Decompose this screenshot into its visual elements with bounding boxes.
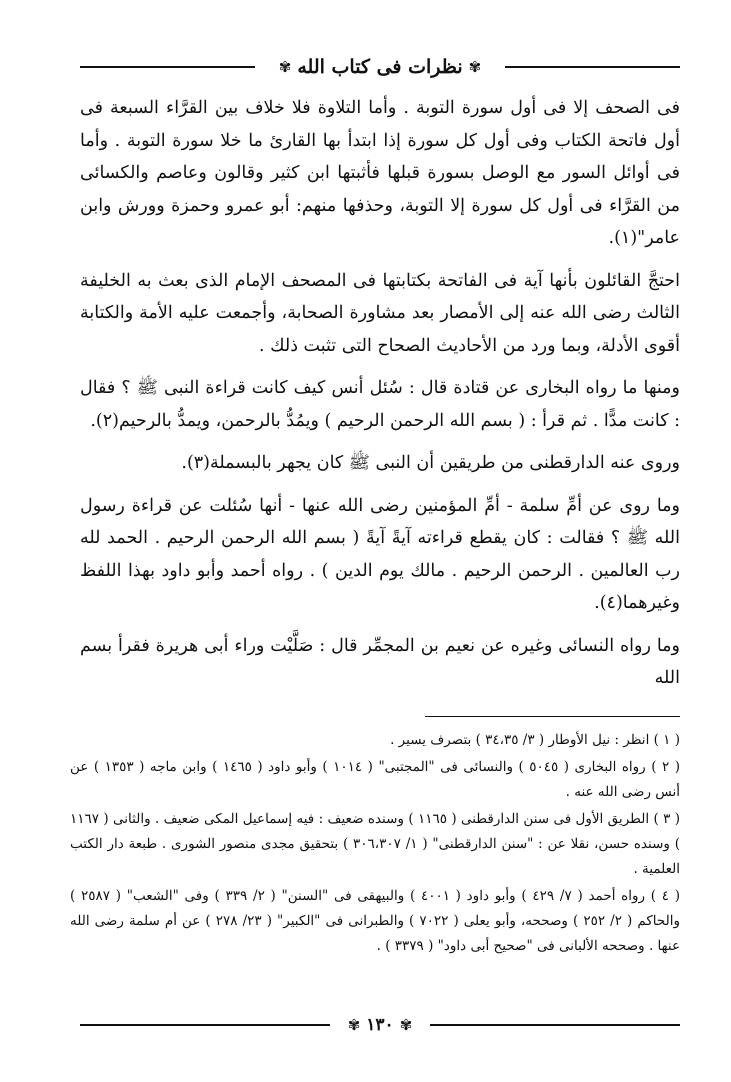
running-header (80, 52, 680, 82)
footnotes (70, 728, 680, 961)
page-number-group (330, 1010, 430, 1040)
header-rule-right (505, 66, 680, 68)
paragraph: وروى عنه الدارقطنى من طريقين أن النبى ﷺ كان يجهر بالبسملة(٣). (181, 453, 680, 473)
paragraph: ومنها ما رواه البخارى عن قتادة قال : سُئل أنس كيف كانت قراءة النبى ﷺ ؟ فقال : كانت مدًّا . ثم قرأ : ( بسم الله الرحمن الرحيم ) ويمُدُّ بالرحمن، ويمدُّ بالرحيم(٢). (80, 378, 680, 431)
footer-rule-right (430, 1024, 680, 1026)
footer-rule-left (80, 1024, 330, 1026)
footnote: ( ٢ ) رواه البخارى ( ٥٠٤٥ ) والنسائى فى "المجتبى" ( ١٠١٤ ) وأبو داود ( ١٤٦٥ ) وابن ماجه ( ١٣٥٣ ) عن أنس رضى الله عنه . (70, 759, 680, 800)
paragraph: وما رواه النسائى وغيره عن نعيم بن المجمِّر قال : صَلَّيْت وراء أبى هريرة فقرأ بسم الله (80, 635, 680, 688)
page-number: ١٣٠ (366, 1015, 394, 1035)
book-title: نظرات فى كتاب الله (297, 56, 463, 78)
header-title-group (255, 52, 505, 82)
footnote: ( ١ ) انظر : نيل الأوطار ( ٣/ ٣٤،٣٥ ) بتصرف يسير . (390, 732, 680, 748)
footnote-separator (425, 716, 680, 717)
header-rule-left (80, 66, 255, 68)
paragraph: وما روى عن أمِّ سلمة - أمِّ المؤمنين رضى الله عنها - أنها سُئلت عن قراءة رسول الله ﷺ ؟ فقالت : كان يقطع قراءته آيةً آيةً ( بسم الله الرحمن الرحيم . الحمد لله رب العالمين . الرحمن الرحيم . مالك يوم الدين ) . رواه أحمد وأبو داود بهذا اللفظ وغيرهما(٤). (80, 495, 680, 613)
flower-ornament-icon: ✾ (278, 57, 292, 76)
footnote: ( ٣ ) الطريق الأول فى سنن الدارقطنى ( ١١٦٥ ) وسنده ضعيف : فيه إسماعيل المكى ضعيف . والثانى ( ١١٦٧ ) وسنده حسن، نقلا عن : "سنن الدارقطنى" ( ١/ ٣٠٦،٣٠٧ ) بتحقيق مجدى منصور الشورى . طبعة دار الكتب العلمية . (70, 811, 681, 877)
page-footer (80, 1010, 680, 1040)
main-text (80, 92, 680, 705)
flower-ornament-icon: ✾ (399, 1015, 413, 1034)
flower-ornament-icon: ✾ (347, 1015, 361, 1034)
flower-ornament-icon: ✾ (468, 57, 482, 76)
paragraph: احتجَّ القائلون بأنها آية فى الفاتحة بكتابتها فى المصحف الإمام الذى بعث به الخليفة الثالث رضى الله عنه إلى الأمصار بعد مشاورة الصحابة، وأجمعت عليه الأمة والكتابة أقوى الأدلة، وبما ورد من الأحاديث الصحاح التى تثبت ذلك . (80, 270, 680, 356)
footnote: ( ٤ ) رواه أحمد ( ٧/ ٤٢٩ ) وأبو داود ( ٤٠٠١ ) والبيهقى فى "السنن" ( ٢/ ٣٣٩ ) وفى "الشعب" ( ٢٥٨٧ ) والحاكم ( ٢/ ٢٥٢ ) وصححه، وأبو يعلى ( ٧٠٢٢ ) والطبرانى فى "الكبير" ( ٢٣/ ٢٧٨ ) عن أم سلمة رضى الله عنها . وصححه الألبانى فى "صحيح أبى داود" ( ٣٣٧٩ ) . (70, 888, 681, 954)
paragraph: فى الصحف إلا فى أول سورة التوبة . وأما التلاوة فلا خلاف بين القرَّاء السبعة فى أول فاتحة الكتاب وفى أول كل سورة إذا ابتدأ بها القارئ ما خلا سورة التوبة . وأما فى أوائل السور مع الوصل بسورة قبلها فأثبتها ابن كثير وقالون وعاصم والكسائى من القرَّاء فى أول كل سورة إلا التوبة، وحذفها منهم: أبو عمرو وحمزة وورش وابن عامر"(١). (80, 98, 680, 248)
